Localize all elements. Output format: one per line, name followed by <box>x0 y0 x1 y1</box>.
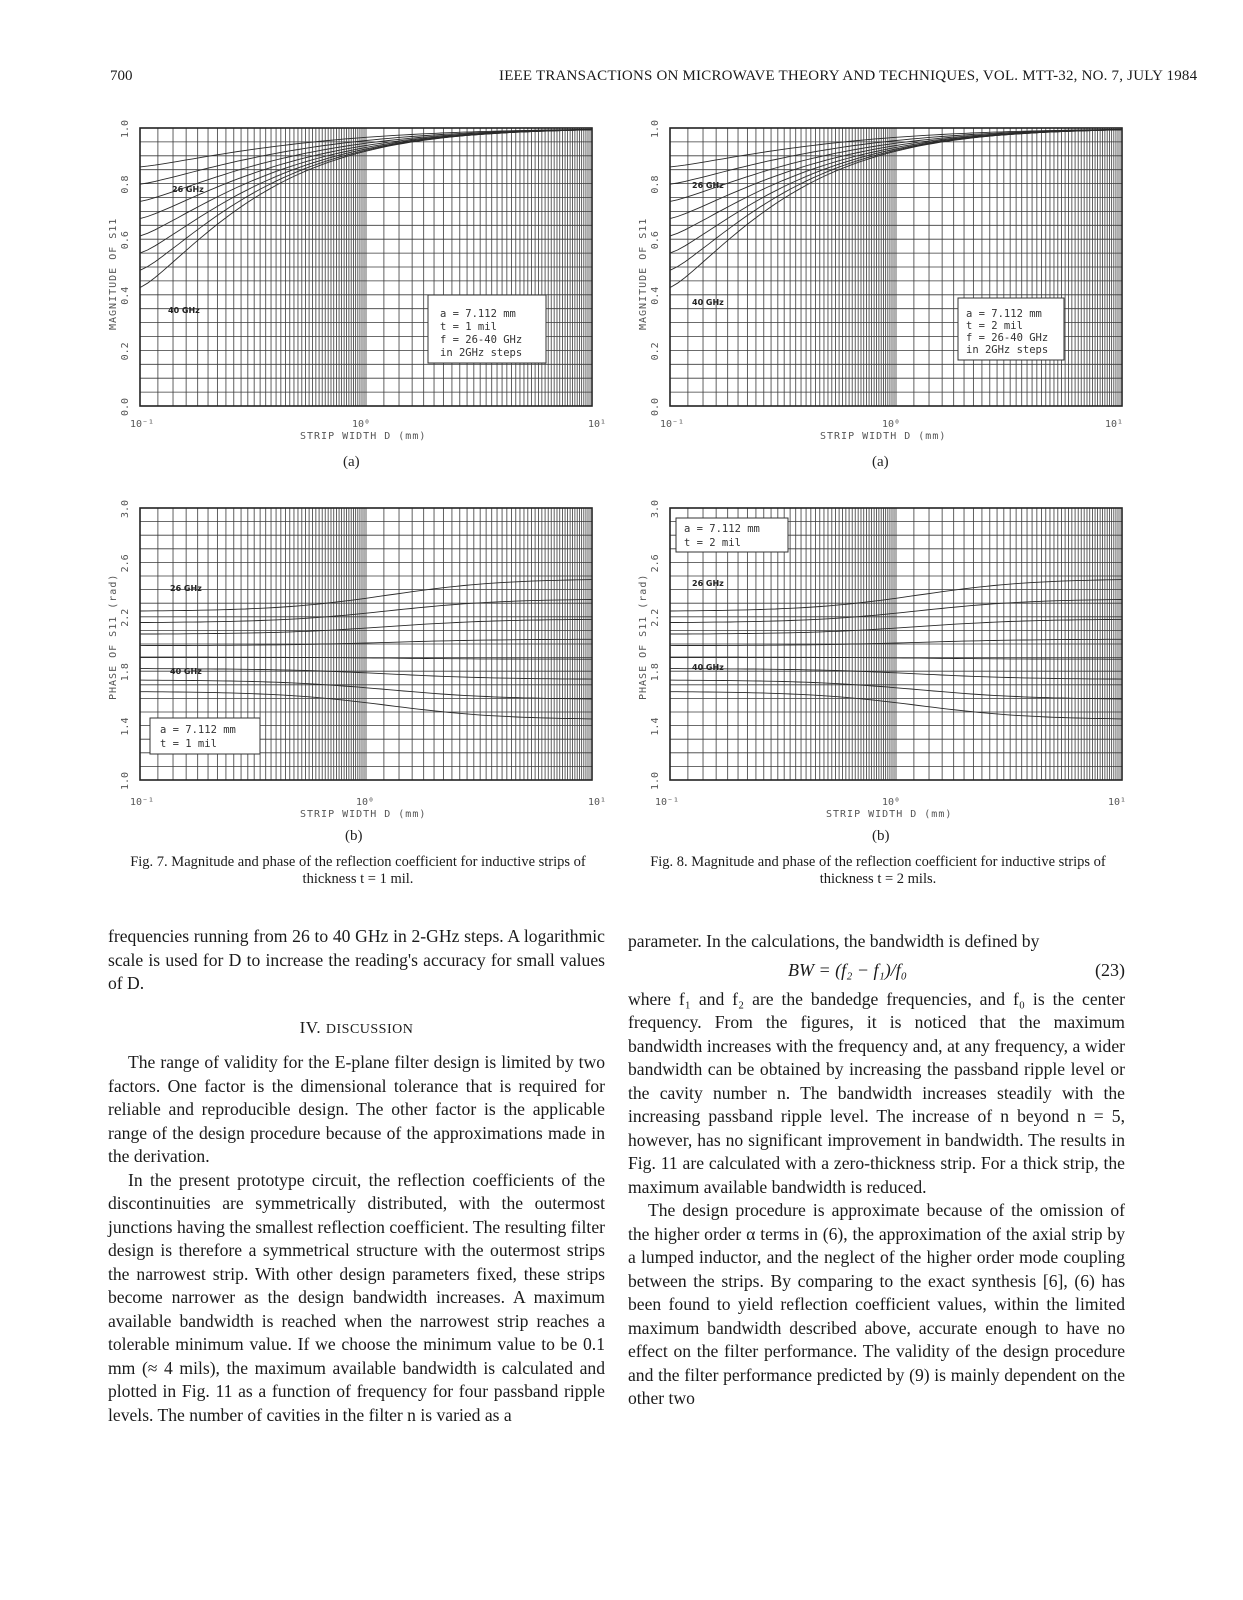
fig8a-legend-line-3: in 2GHz steps <box>966 344 1049 356</box>
fig8b-yticklabels <box>650 500 661 790</box>
fig7a-xtick-0: 10⁻¹ <box>130 419 155 430</box>
fig7b-ytick-2: 1.8 <box>120 663 131 682</box>
fig7a-chart <box>100 110 620 475</box>
fig8b-xlabel: STRIP WIDTH D (mm) <box>826 809 953 820</box>
fig8a-ytick-0: 0.0 <box>650 397 661 416</box>
fig7a-legend-line-1: t = 1 mil <box>440 321 497 333</box>
fig8a-yticklabels <box>650 120 661 416</box>
fig7a-ytick-0: 0.0 <box>120 397 131 416</box>
right-text-column <box>628 930 1125 1411</box>
fig7b-chart <box>100 490 620 850</box>
fig7a-ylabel: MAGNITUDE OF S11 <box>108 217 119 330</box>
left-paragraph-1: The range of validity for the E-plane filter design is limited by two factors. One factor is the dimensional tolerance that is required for reliable and reproducible design. The other factor is the applicable range of the design procedure because of the approximations made in the derivation. <box>108 1052 605 1166</box>
fig7b-xtick-1: 10⁰ <box>356 797 375 808</box>
fig8a-sub-label: (a) <box>872 454 889 470</box>
fig8b-ytick-4: 2.6 <box>650 554 661 573</box>
fig8b-bottom-curve-label: 40 GHz <box>692 663 724 672</box>
fig7a-legend-line-3: in 2GHz steps <box>440 347 523 359</box>
fig7a-xtick-2: 10¹ <box>588 419 607 430</box>
section-heading <box>108 1016 605 1042</box>
right-paragraph-1: where f₁ and f₂ are the bandedge frequencies, and f₀ is the center frequency. From the figures, it is noticed that the maximum bandwidth increases with the frequency and, at any frequency, a wider bandwidth can be obtained by increasing the passband ripple level or the cavity number n. The bandwidth increases steadily with the increasing passband ripple level. The increase of n beyond n = 5, however, has no significant improvement in bandwidth. The results in Fig. 11 are calculated with a zero-thickness strip. For a thick strip, the maximum available bandwidth is reduced. <box>628 988 1125 1197</box>
fig7b-ytick-1: 1.4 <box>120 717 131 736</box>
fig8b-ytick-2: 1.8 <box>650 663 661 682</box>
page-number: 700 <box>110 68 133 84</box>
fig8a-xtick-1: 10⁰ <box>882 419 901 430</box>
fig7a-yticklabels <box>120 120 131 416</box>
fig7b-xlabel: STRIP WIDTH D (mm) <box>300 809 427 820</box>
equation-number: (23) <box>1095 959 1125 980</box>
fig7a-grid <box>140 128 592 406</box>
fig8a-magnitude-plot <box>630 110 1150 475</box>
fig8-caption: Fig. 8. Magnitude and phase of the reflection coefficient for inductive strips of thickness t = 2 mils. <box>650 854 1106 887</box>
fig8a-ytick-2: 0.4 <box>650 286 661 305</box>
fig8a-legend <box>958 298 1064 360</box>
left-paragraph-0: frequencies running from 26 to 40 GHz in 2-GHz steps. A logarithmic scale is used for D to increase the reading's accuracy for small values of D. <box>108 926 605 993</box>
left-paragraph-2: In the present prototype circuit, the reflection coefficients of the discontinuities are symmetrically distributed, with the outermost junctions having the smallest reflection coefficient. The resulting filter design is therefore a symmetrical structure with the outermost strips the narrowest strip. With other design parameters fixed, these strips become narrower as the design bandwidth increases. A maximum available bandwidth is reached when the narrowest strip reaches a tolerable minimum value. If we choose the minimum value to be 0.1 mm (≈ 4 mils), the maximum available bandwidth is calculated and plotted in Fig. 11 as a function of frequency for four passband ripple levels. The number of cavities in the filter n is varied as a <box>108 1169 605 1425</box>
fig8a-ytick-4: 0.8 <box>650 175 661 194</box>
fig8a-grid <box>670 128 1122 406</box>
fig7a-xtick-1: 10⁰ <box>352 419 371 430</box>
right-paragraph-2: The design procedure is approximate because of the omission of the higher order α terms in (6), the approximation of the axial strip by a lumped inductor, and the neglect of the higher order mode coupling between the strips. By comparing to the exact synthesis [6], (6) has been found to yield reflection coefficient values, within the limited maximum bandwidth described above, accurate enough to have no effect on the filter performance. The validity of the design procedure and the filter performance predicted by (9) is mainly dependent on the other two <box>628 1200 1125 1408</box>
fig8b-ytick-0: 1.0 <box>650 771 661 790</box>
fig8a-legend-line-0: a = 7.112 mm <box>966 308 1042 320</box>
fig7a-ytick-2: 0.4 <box>120 286 131 305</box>
fig8a-xtick-2: 10¹ <box>1105 419 1124 430</box>
section-title: DISCUSSION <box>325 1021 414 1037</box>
fig8a-legend-line-2: f = 26-40 GHz <box>966 332 1049 344</box>
equation-body: BW = (f₂ − f₁)/f₀ <box>788 959 908 980</box>
fig8b-ylabel: PHASE OF S11 (rad) <box>638 573 649 700</box>
fig7a-sub-label: (a) <box>343 454 360 470</box>
fig8b-ytick-3: 2.2 <box>650 608 661 627</box>
fig8b-chart <box>630 490 1150 850</box>
fig8a-xtick-0: 10⁻¹ <box>660 419 685 430</box>
fig8b-ytick-5: 3.0 <box>650 499 661 518</box>
fig8b-sub-label: (b) <box>872 828 890 844</box>
fig7b-top-curve-label: 26 GHz <box>170 584 202 593</box>
fig7b-ylabel: PHASE OF S11 (rad) <box>108 573 119 700</box>
fig7b-yticklabels <box>120 500 131 790</box>
fig7b-legend-line-0: a = 7.112 mm <box>160 724 236 736</box>
fig7b-legend <box>150 718 260 754</box>
fig7b-ytick-0: 1.0 <box>120 771 131 790</box>
section-number: IV. <box>299 1017 322 1037</box>
fig7b-ytick-5: 3.0 <box>120 499 131 518</box>
fig7b-ytick-3: 2.2 <box>120 608 131 627</box>
fig7b-legend-line-1: t = 1 mil <box>160 738 217 750</box>
fig7-caption: Fig. 7. Magnitude and phase of the reflection coefficient for inductive strips of thickness t = 1 mil. <box>130 854 586 887</box>
fig8a-ylabel: MAGNITUDE OF S11 <box>638 217 649 330</box>
fig7b-bottom-curve-label: 40 GHz <box>170 667 202 676</box>
fig8a-ytick-5: 1.0 <box>650 119 661 138</box>
fig7a-ytick-1: 0.2 <box>120 342 131 361</box>
journal-running-header: IEEE TRANSACTIONS ON MICROWAVE THEORY AND TECHNIQUES, VOL. MTT-32, NO. 7, JULY 1984 <box>499 68 1198 84</box>
fig8b-xtick-0: 10⁻¹ <box>655 797 680 808</box>
fig8a-top-curve-label: 26 GHz <box>692 181 724 190</box>
fig8b-legend <box>676 518 788 552</box>
fig7a-bottom-curve-label: 40 GHz <box>168 306 200 315</box>
fig7a-top-curve-label: 26 GHz <box>172 185 204 194</box>
fig7a-xlabel: STRIP WIDTH D (mm) <box>300 431 427 442</box>
fig7a-magnitude-plot <box>100 110 620 475</box>
fig8b-legend-line-0: a = 7.112 mm <box>684 523 760 535</box>
fig7a-legend-line-0: a = 7.112 mm <box>440 308 516 320</box>
left-text-column <box>108 925 605 1427</box>
fig8a-bottom-curve-label: 40 GHz <box>692 298 724 307</box>
fig7a-legend-line-2: f = 26-40 GHz <box>440 334 523 346</box>
equation-23 <box>628 954 1125 988</box>
right-paragraph-0: parameter. In the calculations, the bandwidth is defined by <box>628 931 1040 951</box>
fig8b-top-curve-label: 26 GHz <box>692 579 724 588</box>
fig7b-phase-plot <box>100 490 620 850</box>
fig7a-ytick-3: 0.6 <box>120 231 131 250</box>
fig8b-xtick-2: 10¹ <box>1108 797 1127 808</box>
fig8a-ytick-3: 0.6 <box>650 231 661 250</box>
fig8b-phase-plot <box>630 490 1150 850</box>
fig7b-sub-label: (b) <box>345 828 363 844</box>
fig8a-chart <box>630 110 1150 475</box>
fig7a-ytick-4: 0.8 <box>120 175 131 194</box>
fig7b-xtick-0: 10⁻¹ <box>130 797 155 808</box>
fig7b-xtick-2: 10¹ <box>588 797 607 808</box>
fig7a-legend <box>428 295 546 363</box>
fig8b-xtick-1: 10⁰ <box>882 797 901 808</box>
fig8a-ytick-1: 0.2 <box>650 342 661 361</box>
fig8a-legend-line-1: t = 2 mil <box>966 320 1023 332</box>
fig8b-ytick-1: 1.4 <box>650 717 661 736</box>
fig8a-xlabel: STRIP WIDTH D (mm) <box>820 431 947 442</box>
fig7a-ytick-5: 1.0 <box>120 119 131 138</box>
fig7b-ytick-4: 2.6 <box>120 554 131 573</box>
fig8b-legend-line-1: t = 2 mil <box>684 537 741 549</box>
